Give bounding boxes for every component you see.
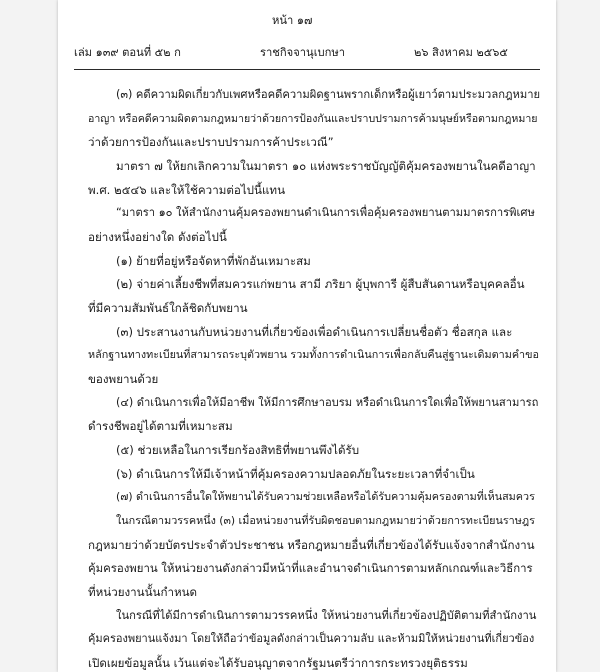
body-line: คุ้มครองพยานแจ้งมา โดยให้ถือว่าข้อมูลดังกล่าวเป็นความลับ และห้ามมิให้หน่วยงานที่เกี่ยวข้อง bbox=[88, 632, 535, 646]
page-number: หน้า ๑๗ bbox=[272, 14, 313, 27]
publication-date: ๒๖ สิงหาคม ๒๕๖๕ bbox=[414, 46, 508, 59]
body-line: คุ้มครองพยาน ให้หน่วยงานดังกล่าวมีหน้าที่และอำนาจดำเนินการตามหลักเกณฑ์และวิธีการ bbox=[88, 561, 533, 576]
header-rule bbox=[74, 69, 540, 70]
body-line: พ.ศ. ๒๕๔๖ และให้ใช้ความต่อไปนี้แทน bbox=[88, 182, 285, 197]
body-line: เปิดเผยข้อมูลนั้น เว้นแต่จะได้รับอนุญาตจากรัฐมนตรีว่าการกระทรวงยุติธรรม bbox=[88, 656, 468, 670]
body-line: ว่าด้วยการป้องกันและปราบปรามการค้าประเวณี” bbox=[88, 135, 334, 150]
body-line: (๒) จ่ายค่าเลี้ยงชีพที่สมควรแก่พยาน สามี ภริยา ผู้บุพการี ผู้สืบสันดานหรือบุคคลอื่น bbox=[116, 277, 525, 292]
body-line: (๔) ดำเนินการเพื่อให้มีอาชีพ ให้มีการศึกษาอบรม หรือดำเนินการใดเพื่อให้พยานสามารถ bbox=[116, 395, 539, 409]
body-line: อย่างหนึ่งอย่างใด ดังต่อไปนี้ bbox=[88, 230, 227, 244]
body-line: (๑) ย้ายที่อยู่หรือจัดหาที่พักอันเหมาะสม bbox=[116, 253, 311, 268]
publication-name: ราชกิจจานุเบกษา bbox=[260, 46, 346, 59]
body-line: (๖) ดำเนินการให้มีเจ้าหน้าที่คุ้มครองความปลอดภัยในระยะเวลาที่จำเป็น bbox=[116, 466, 475, 481]
body-line: (๓) คดีความผิดเกี่ยวกับเพศหรือคดีความผิดฐานพรากเด็กหรือผู้เยาว์ตามประมวลกฎหมาย bbox=[116, 88, 541, 101]
body-line: อาญา หรือคดีความผิดตามกฎหมายว่าด้วยการป้องกันและปราบปรามการค้ามนุษย์หรือตามกฎหมาย bbox=[88, 112, 538, 125]
volume-issue: เล่ม ๑๓๙ ตอนที่ ๕๒ ก bbox=[74, 46, 181, 59]
body-line: (๕) ช่วยเหลือในการเรียกร้องสิทธิที่พยานพึงได้รับ bbox=[116, 443, 360, 457]
body-line: (๓) ประสานงานกับหน่วยงานที่เกี่ยวข้องเพื่อดำเนินการเปลี่ยนชื่อตัว ชื่อสกุล และ bbox=[116, 324, 513, 339]
body-line: “มาตรา ๑๐ ให้สำนักงานคุ้มครองพยานดำเนินการเพื่อคุ้มครองพยานตามมาตรการพิเศษ bbox=[116, 206, 535, 220]
body-line: ที่หน่วยงานนั้นกำหนด bbox=[88, 585, 198, 599]
body-line: (๗) ดำเนินการอื่นใดให้พยานได้รับความช่วยเหลือหรือได้รับความคุ้มครองตามที่เห็นสมควร bbox=[116, 490, 535, 504]
body-line: ในกรณีตามวรรคหนึ่ง (๓) เมื่อหน่วยงานที่รับผิดชอบตามกฎหมายว่าด้วยการทะเบียนราษฎร bbox=[116, 514, 535, 527]
body-line: หลักฐานทางทะเบียนที่สามารถระบุตัวพยาน รวมทั้งการดำเนินการเพื่อกลับคืนสู่ฐานะเดิมตามคำขอ bbox=[88, 348, 539, 362]
body-line: กฎหมายว่าด้วยบัตรประจำตัวประชาชน หรือกฎหมายอื่นที่เกี่ยวข้องได้รับแจ้งจากสำนักงาน bbox=[88, 537, 535, 552]
body-line: ดำรงชีพอยู่ได้ตามที่เหมาะสม bbox=[88, 419, 233, 434]
body-line: ในกรณีที่ได้มีการดำเนินการตามวรรคหนึ่ง ให้หน่วยงานที่เกี่ยวข้องปฏิบัติตามที่สำนักงาน bbox=[116, 608, 537, 622]
gazette-page bbox=[58, 0, 556, 672]
body-line: ของพยานด้วย bbox=[88, 372, 159, 386]
body-line: มาตรา ๗ ให้ยกเลิกความในมาตรา ๑๐ แห่งพระราชบัญญัติคุ้มครองพยานในคดีอาญา bbox=[116, 159, 536, 173]
body-line: ที่มีความสัมพันธ์ใกล้ชิดกับพยาน bbox=[88, 301, 248, 315]
